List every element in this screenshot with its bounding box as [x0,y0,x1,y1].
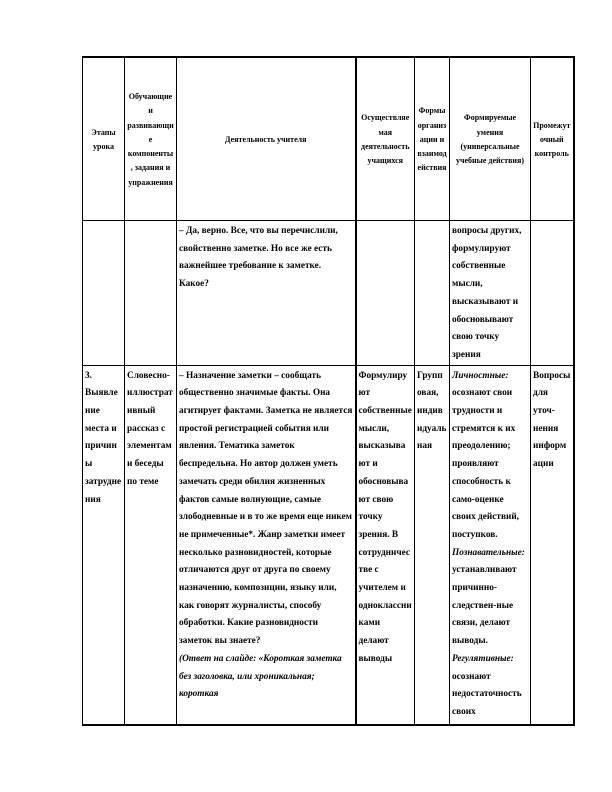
skills-personal-label: Личностные: [452,370,509,381]
header-teacher-activity: Деятельность учителя [177,57,356,221]
header-forms: Формы организации и взаимодействия [415,57,450,221]
cell-forms: Групповая, индивидуальная [415,365,450,725]
cell-students: Формулируют собственные мысли, высказывают и обосновывают свою точку зрения. В сотрудничестве с учителем и одноклассниками делают выводы [356,365,415,725]
header-control: Промежуточный контроль [531,57,574,221]
header-student-activity: Осуществляемая деятельность учащихся [356,57,415,221]
header-stage: Этапы урока [83,57,125,221]
cell-skills [450,221,531,366]
cell-teacher: – Да, верно. Все, что вы перечислили, свойственно заметке. Но все же есть важнейшее требование к заметке. Какое? [177,221,356,366]
cell-stage [83,221,125,366]
cell-teacher [177,365,356,725]
header-skills: Формируемые умения (универсальные учебные действия) [450,57,531,221]
header-components: Обучающие и развивающие компоненты, задания и упражнения [125,57,177,221]
cell-components: Словесно-иллюстративный рассказ с элементами беседы по теме [125,365,177,725]
cell-skills [450,365,531,725]
skills-personal-text: осознают свои трудности и стремятся к их преодолению; проявляют способность к само-оценке своих действий, поступков. [452,388,519,540]
cell-students [356,221,415,366]
lesson-plan-table [82,56,575,726]
cell-forms [415,221,450,366]
table-row [83,365,574,725]
skills-regulatory-label: Регулятивные: [452,653,514,664]
skills-cognitive-label: Познавательные: [452,547,525,558]
teacher-text: – Назначение заметки – сообщать общественно значимые факты. Она агитирует фактами. Заметка не является простой регистрацией события или явления. Тематика заметок беспредельна. Но автор должен уметь замечать среди обилия жизненных фактов самые волнующие, самые злободневные и в то же время еще никем не примеченные*. Жанр заметки имеет несколько разновидностей, которые отличаются друг от друга по своему назначению, композиции, языку или, как говорят журналисты, способу обработки. Какие разновидности заметок вы знаете? [179,370,353,647]
cell-control: Вопросы для уточ-нения информации [531,365,574,725]
skills-text: вопросы других, формулируют собственные мысли, высказывают и обосновывают свою точку зрения [452,226,522,360]
teacher-answer-note: (Ответ на слайде: «Короткая заметка без заголовка, или хроникальная; короткая [179,653,342,700]
cell-control [531,221,574,366]
skills-cognitive-text: устанавливают причинно-следствен-ные связи, делают выводы. [452,565,517,647]
cell-components [125,221,177,366]
skills-regulatory-text: осознают недостаточность своих [452,671,522,717]
cell-stage: 3. Выявление места и причины затруднения [83,365,125,725]
table-row [83,221,574,366]
header-row [83,57,574,221]
